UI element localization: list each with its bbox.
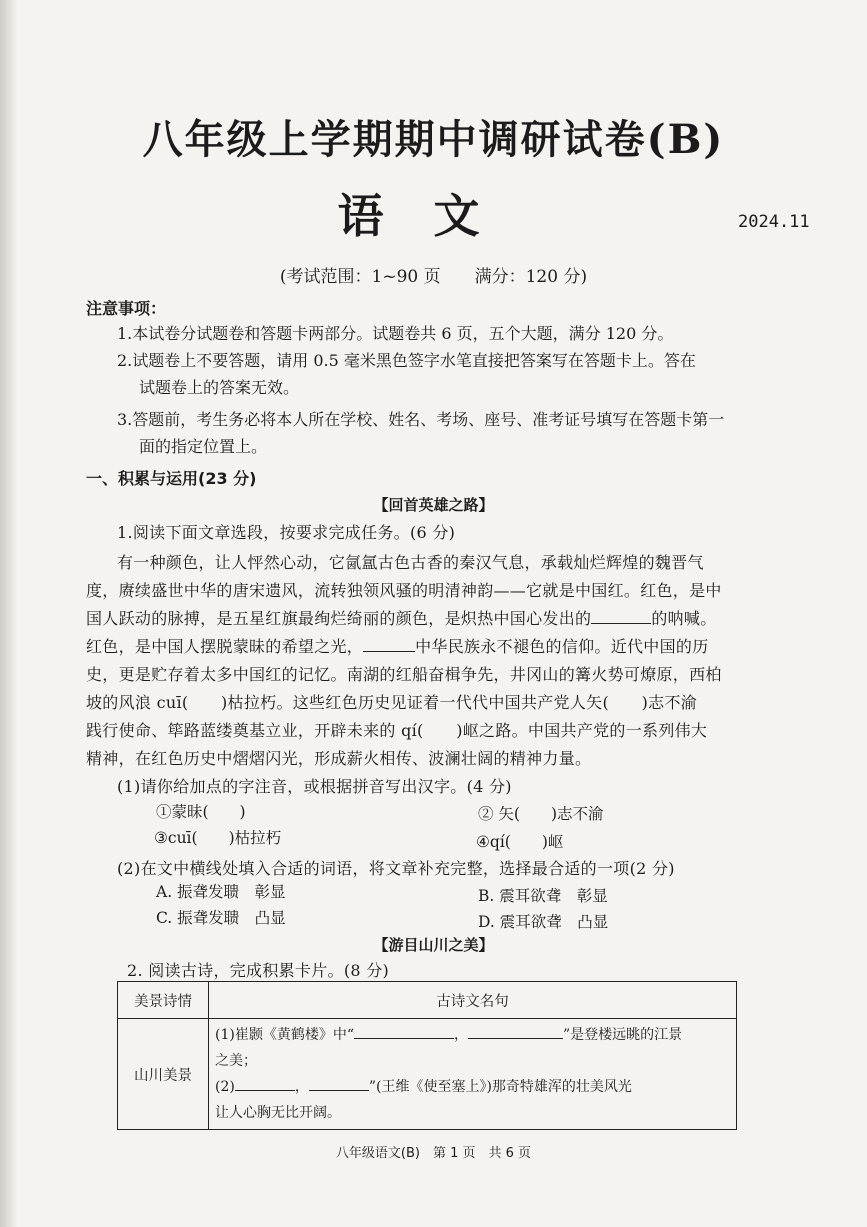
card-line-1: (1)崔颢《黄鹤楼》中“ ， ”是登楼远眺的江景 [215, 1027, 683, 1043]
q1-1-prompt: (1)请你给加点的字注音，或根据拼音写出汉字。(4 分) [117, 777, 512, 796]
passage-line-8: 精神，在红色历史中熠熠闪光，形成薪火相传、波澜壮阔的精神力量。 [86, 749, 592, 768]
answer-blank-4[interactable] [309, 1089, 369, 1091]
section-heading: 一、积累与运用(23 分) [86, 469, 257, 488]
q1-1-item-3: ③cuī( )枯拉朽 [154, 829, 282, 847]
row-content [209, 1019, 737, 1130]
subject-title: 语文 [337, 189, 530, 243]
q1-1-item-1: ①蒙昧( ) [156, 803, 246, 821]
passage-line-6: 坡的风浪 cuī( )枯拉朽。这些红色历史见证着一代代中国共产党人矢( )志不渝 [86, 693, 698, 712]
card-line-2: 之美； [215, 1053, 257, 1069]
card-line-3-b: ”(王维《使至塞上》)那奇特雄浑的壮美风光 [368, 1079, 632, 1095]
row-label-scenery: 山川美景 [118, 1019, 209, 1130]
passage-line-3-a: 国人跃动的脉搏，是五星红旗最绚烂绮丽的颜色，是炽热中国心发出的 [86, 609, 592, 628]
note-item-2-cont: 试题卷上的答案无效。 [139, 378, 300, 397]
q1-2-option-a: A. 振聋发聩 彰显 [156, 883, 286, 901]
exam-date: 2024.11 [738, 212, 810, 232]
passage-line-1: 有一种颜色，让人怦然心动，它氤氲古色古香的秦汉气息，承载灿烂辉煌的魏晋气 [117, 553, 704, 572]
note-item-3-cont: 面的指定位置上。 [139, 437, 268, 456]
part2-heading: 【游目山川之美】 [373, 936, 494, 954]
card-line-4: 让人心胸无比开阔。 [215, 1105, 341, 1121]
answer-blank-3[interactable] [235, 1089, 295, 1091]
passage-line-5: 史，更是贮存着太多中国红的记忆。南湖的红船奋楫争先，井冈山的篝火势可燎原，西柏 [86, 665, 722, 684]
q1-2-option-b: B. 震耳欲聋 彰显 [478, 887, 608, 905]
note-item-2: 2.试题卷上不要答题，请用 0.5 毫米黑色签字水笔直接把答案写在答题卡上。答在 [117, 351, 696, 370]
q1-intro: 1.阅读下面文章选段，按要求完成任务。(6 分) [117, 523, 456, 542]
table-header-row [118, 982, 737, 1019]
table-header-content: 古诗文名句 [209, 982, 737, 1019]
answer-blank-1[interactable] [354, 1037, 454, 1039]
page-footer: 八年级语文(B) 第 1 页 共 6 页 [335, 1146, 532, 1161]
fill-blank-2 [363, 650, 415, 652]
answer-blank-2[interactable] [468, 1037, 563, 1039]
card-line-1-a: (1)崔颢《黄鹤楼》中“ [215, 1027, 354, 1043]
fill-blank-1 [591, 622, 651, 624]
exam-scope: (考试范围：1~90 页 满分：120 分) [279, 267, 588, 287]
part1-heading: 【回首英雄之路】 [373, 496, 494, 514]
table-header-category: 美景诗情 [118, 982, 209, 1019]
exam-title: 八年级上学期期中调研试卷(B) [142, 116, 725, 163]
passage-line-4 [86, 634, 709, 657]
q1-2-prompt: (2)在文中横线处填入合适的词语，将文章补充完整，选择最合适的一项(2 分) [117, 859, 675, 878]
passage-line-7: 践行使命、筚路蓝缕奠基立业，开辟未来的 qí( )岖之路。中国共产党的一系列伟大 [86, 721, 708, 740]
note-item-1: 1.本试卷分试题卷和答题卡两部分。试题卷共 6 页，五个大题，满分 120 分。 [117, 324, 674, 343]
q1-1-item-2: ② 矢( )志不渝 [478, 805, 604, 823]
q1-2-option-d: D. 震耳欲聋 凸显 [478, 913, 609, 931]
passage-line-3 [86, 606, 717, 629]
accumulation-card-table [117, 981, 737, 1130]
note-item-3: 3.答题前，考生务必将本人所在学校、姓名、考场、座号、准考证号填写在答题卡第一 [117, 410, 725, 429]
notes-title: 注意事项： [86, 299, 167, 318]
passage-line-3-b: 的呐喊。 [651, 609, 717, 628]
q1-2-option-c: C. 振聋发聩 凸显 [156, 909, 286, 927]
table-row [118, 1019, 737, 1130]
card-line-3: (2) ， ”(王维《使至塞上》)那奇特雄浑的壮美风光 [215, 1079, 632, 1095]
passage-line-4-a: 红色，是中国人摆脱蒙昧的希望之光， [86, 637, 364, 656]
passage-line-4-b: 中华民族永不褪色的信仰。近代中国的历 [415, 637, 709, 656]
card-line-1-b: ”是登楼远眺的江景 [563, 1027, 683, 1043]
card-line-3-a: (2) [215, 1079, 235, 1095]
passage-line-2: 度，赓续盛世中华的唐宋遗风，流转独领风骚的明清神韵——它就是中国红。红色，是中 [86, 581, 722, 600]
q2-intro: 2. 阅读古诗，完成积累卡片。(8 分) [127, 961, 390, 980]
q1-1-item-4: ④qí( )岖 [476, 833, 564, 851]
